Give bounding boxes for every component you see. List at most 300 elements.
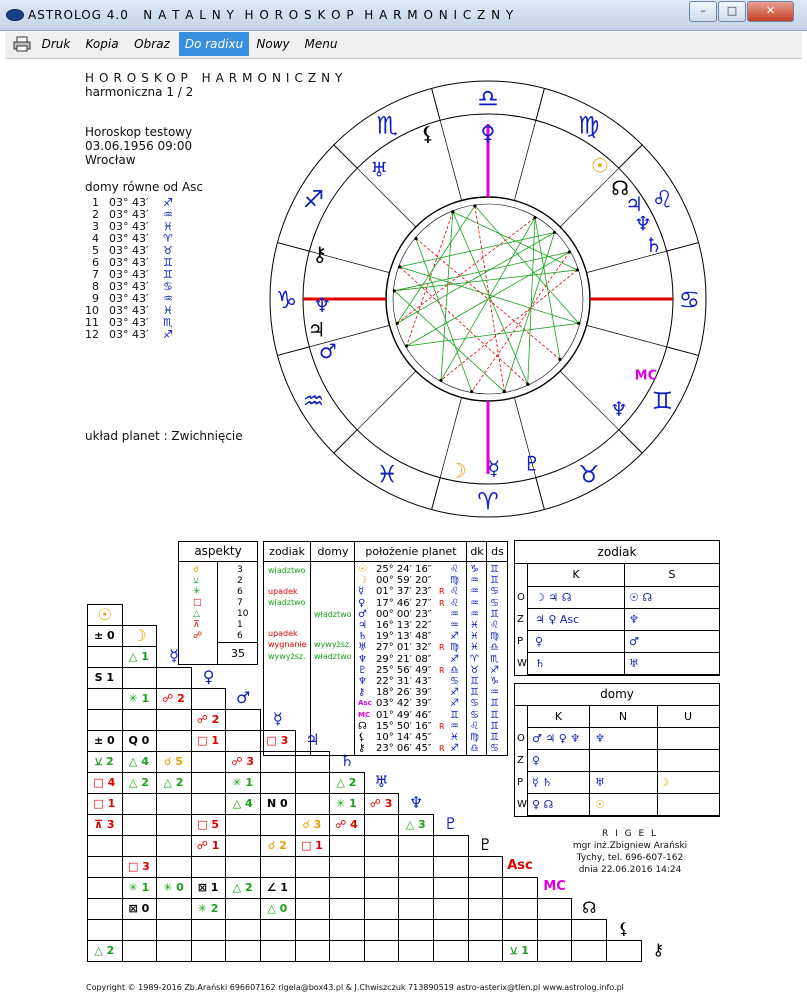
grid-cell (606, 940, 642, 962)
aspect-summary-row (179, 598, 257, 609)
grid-cell (571, 919, 607, 941)
position-planet: ♅ (358, 642, 367, 654)
zodiac-row-k: ♄ (535, 657, 545, 670)
zodiac-divider (432, 88, 441, 120)
position-sign: ♒ (450, 608, 459, 620)
position-degree: 16° 13′ 22″ (376, 620, 432, 631)
planet-glyph: ☉ (591, 153, 609, 178)
position-degree: 17° 46′ 27″ (376, 597, 432, 609)
house-row-label: Z (517, 755, 524, 766)
grid-cell (468, 919, 504, 941)
aspect-cell: ☌ 2 (267, 839, 287, 852)
position-degree: 27° 01′ 32″ (376, 642, 432, 654)
decan-sign: ♒ (470, 597, 479, 609)
house-row-n: ♆ (595, 732, 605, 745)
aspect-cell: ✳ 1 (128, 881, 150, 894)
maximize-button[interactable]: □ (718, 1, 746, 22)
decan-sign: ♈ (470, 653, 479, 665)
position-planet: ♄ (358, 631, 367, 643)
aspect-cell: □ 3 (127, 860, 150, 873)
copyright: Copyright © 1989-2016 Zb.Arański 696607162 rigela@box43.pl & J.Chwiszczuk 713890519 astro-asterix@tlen.pl www.astrolog.info.pl (86, 983, 624, 992)
house-row-line (528, 793, 719, 794)
grid-cell (537, 898, 573, 920)
aspect-count: 6 (237, 587, 243, 597)
credits-title: R I G E L (601, 829, 659, 839)
house-number: 8 (92, 280, 99, 293)
zodiac-divider (432, 478, 441, 510)
house-row-k: ♀ (532, 754, 541, 767)
house-row-divider2 (657, 750, 658, 771)
aspect-summary-row (179, 587, 257, 598)
grid-cell (295, 856, 331, 878)
decan-sub-sign: ♋ (490, 743, 499, 755)
aspect-line (397, 218, 535, 324)
house-cusp-line (440, 120, 461, 200)
grid-cell (502, 898, 538, 920)
printer-icon[interactable] (11, 32, 33, 56)
grid-cell (156, 667, 192, 689)
aspect-cell: ⚺ 2 (94, 755, 114, 768)
planet-point (526, 383, 529, 386)
grid-cell (329, 856, 365, 878)
house-number: 2 (92, 208, 99, 221)
planet-glyph: ☊ (611, 176, 630, 201)
grid-diagonal-planet: MC (543, 879, 566, 894)
house-cusp-line (560, 168, 619, 227)
decan-sub-sign: ♎ (490, 642, 499, 654)
decan-sub-sign: ♊ (490, 709, 499, 721)
grid-cell (398, 940, 434, 962)
grid-cell (260, 919, 296, 941)
grid-diagonal-planet: ♂ (236, 688, 251, 707)
grid-cell (468, 856, 504, 878)
decan-sub-sign: ♋ (490, 597, 499, 609)
grid-cell (156, 919, 192, 941)
house-number: 12 (85, 328, 99, 341)
grid-cell (364, 919, 400, 941)
grid-cell (329, 898, 365, 920)
position-degree: 01° 49′ 46″ (376, 709, 432, 721)
position-degree: 00° 59′ 20″ (376, 575, 432, 587)
decan-sign: ♋ (470, 709, 479, 721)
aspects-divider (217, 562, 218, 642)
zodiac-row-divider (624, 587, 625, 608)
grid-cell (156, 793, 192, 815)
position-planet: ♂ (358, 608, 367, 620)
grid-diagonal-planet: Asc (507, 858, 533, 873)
zodiac-row-label: O (517, 592, 525, 603)
aspect-cell: ✳ 0 (163, 881, 184, 894)
grid-cell (329, 877, 365, 899)
planet-point (553, 231, 556, 234)
grid-cell (364, 898, 400, 920)
decan-sign: ♋ (470, 698, 479, 710)
house-degree: 03° 43′ (109, 208, 149, 221)
chart-title: HOROSKOP HARMONICZNY (85, 71, 348, 85)
zodiac-sign-glyph: ♌ (651, 185, 674, 214)
zodiac-row-k: ☽ ♃ ☊ (535, 591, 572, 604)
planet-point (439, 379, 442, 382)
grid-cell (87, 856, 123, 878)
table-header: dk (466, 542, 487, 562)
decan-sub-sign: ♌ (490, 620, 499, 631)
menu-do-radixu[interactable]: Do radixu (179, 32, 249, 56)
aspect-cell: △ 2 (128, 776, 149, 789)
decan-sign: ♒ (470, 575, 479, 587)
house-row-label: W (517, 799, 527, 810)
aspect-cell: ⚺ 1 (510, 944, 529, 957)
zodiac-row-s: ♂ (629, 635, 639, 648)
table-col-divider (486, 561, 487, 755)
grid-cell (364, 835, 400, 857)
planet-glyph: ♂ (318, 339, 337, 364)
aspect-cell: ✳ 1 (232, 776, 254, 789)
aspect-cell: ± 0 (93, 734, 115, 747)
credits-phone: Tychy, tel. 696-607-162 (576, 853, 684, 863)
grid-cell (295, 793, 331, 815)
planet-point (558, 358, 561, 361)
grid-cell (433, 919, 469, 941)
grid-cell (433, 835, 469, 857)
aspect-cell: ⊠ 0 (128, 902, 150, 915)
position-planet: ⚷ (358, 743, 366, 755)
position-sign: ♌ (450, 586, 459, 598)
aspect-glyph: ✳ (193, 587, 201, 597)
house-row-n: ☉ (595, 798, 605, 811)
aspects-header: aspekty (179, 542, 257, 562)
planet-glyph: ♆ (634, 211, 653, 236)
grid-cell (122, 709, 158, 731)
planet-point (451, 210, 454, 213)
planet-point (398, 265, 401, 268)
person-name: Horoskop testowy (85, 125, 193, 139)
aspect-cell: ☌ 5 (164, 755, 183, 768)
zodiac-note: wywyższ. (268, 652, 306, 661)
close-button[interactable]: ✕ (747, 1, 794, 22)
menu-druk[interactable]: Druk (41, 37, 71, 51)
zodiac-sign-glyph: ♓ (376, 460, 399, 489)
position-sign: ♒ (450, 720, 459, 732)
position-planet: ♀ (358, 597, 366, 609)
grid-cell (87, 646, 123, 668)
grid-cell (398, 856, 434, 878)
decan-sign: ♑ (470, 564, 479, 575)
zodiac-row-s: ♆ (629, 613, 639, 626)
grid-diagonal-planet: ⚸ (617, 919, 630, 938)
title-bar (0, 0, 807, 31)
grid-cell (191, 793, 227, 815)
grid-cell (191, 688, 227, 710)
grid-cell (502, 919, 538, 941)
grid-cell (295, 898, 331, 920)
grid-diagonal-planet: ☿ (272, 709, 283, 728)
position-planet: ☽ (358, 575, 367, 587)
grid-diagonal-planet: ♇ (443, 814, 458, 833)
grid-cell (295, 877, 331, 899)
birth-place: Wrocław (85, 153, 136, 167)
grid-cell (191, 940, 227, 962)
planet-positions-table (263, 541, 508, 756)
house-row-divider2 (657, 728, 658, 749)
grid-cell (225, 730, 261, 752)
aspect-summary-row (179, 620, 257, 631)
grid-cell (225, 709, 261, 731)
house-row-n: ♅ (595, 776, 605, 789)
house-degree: 03° 43′ (109, 292, 149, 305)
grid-cell (398, 877, 434, 899)
house-row-divider1 (589, 794, 590, 815)
position-degree: 25° 24′ 16″ (376, 564, 432, 575)
decan-sub-sign: ♑ (490, 676, 499, 687)
zodiac-sign-glyph: ♏ (376, 111, 399, 140)
planet-point (470, 390, 473, 393)
planet-glyph: ⚷ (312, 241, 328, 266)
house-box-header: domy (515, 684, 719, 706)
house-degree: 03° 43′ (109, 244, 149, 257)
zodiac-row-divider (624, 631, 625, 652)
grid-cell (156, 835, 192, 857)
house-col-u: U (657, 706, 719, 728)
retrograde-flag: R (439, 665, 445, 675)
menu-kopia[interactable]: Kopia (85, 37, 119, 51)
grid-cell (537, 940, 573, 962)
table-header: położenie planet (354, 542, 467, 562)
planet-glyph: ♆ (609, 396, 628, 421)
house-degree: 03° 43′ (109, 304, 149, 317)
position-degree: 15° 50′ 16″ (376, 720, 432, 732)
planet-glyph: ♅ (370, 157, 389, 182)
aspect-line (407, 323, 579, 346)
house-row-divider2 (657, 772, 658, 793)
decan-sub-sign: ♒ (490, 687, 499, 699)
menu-nowy[interactable]: Nowy (256, 37, 290, 51)
position-sign: ♌ (450, 597, 459, 609)
position-sign: ♎ (450, 664, 459, 676)
aspect-glyph: ⚺ (193, 576, 199, 586)
decan-sub-sign: ♏ (490, 653, 499, 665)
grid-cell (468, 940, 504, 962)
grid-cell (295, 940, 331, 962)
planet-glyph: ♄ (644, 233, 663, 258)
planet-glyph: MC (634, 368, 658, 384)
house-degree: 03° 43′ (109, 232, 149, 245)
house-degree: 03° 43′ (109, 280, 149, 293)
zodiac-divider (277, 347, 309, 356)
aspect-count: 2 (237, 576, 243, 586)
planet-glyph: ♃ (625, 192, 644, 217)
grid-diagonal-planet: ♇ (478, 835, 493, 854)
zodiac-divider (619, 430, 642, 453)
aspect-glyph: ☌ (193, 565, 200, 575)
house-number: 3 (92, 220, 99, 233)
grid-cell (468, 898, 504, 920)
grid-cell (260, 772, 296, 794)
zodiac-sign-glyph: ♈ (477, 487, 499, 516)
grid-cell (225, 919, 261, 941)
aspect-cell: △ 2 (163, 776, 184, 789)
grid-cell (537, 919, 573, 941)
house-row-divider2 (657, 794, 658, 815)
house-row-divider1 (589, 750, 590, 771)
zodiac-row-divider (624, 653, 625, 674)
zodiac-row-s: ☉ ☊ (629, 591, 653, 604)
position-sign: ♋ (450, 676, 459, 687)
grid-cell (191, 856, 227, 878)
aspect-cell: ⊠ 1 (197, 881, 219, 894)
house-cusp-line (357, 371, 416, 430)
decan-sign: ♓ (470, 642, 479, 654)
aspects-rows (179, 562, 257, 642)
zodiac-note: upadek (268, 629, 298, 638)
aspect-cell: △ 0 (267, 902, 288, 915)
grid-cell (364, 877, 400, 899)
house-degree: 03° 43′ (109, 328, 149, 341)
aspect-cell: ± 0 (93, 629, 115, 642)
zodiac-sign-glyph: ♍ (577, 111, 600, 140)
house-sign: ♐ (163, 328, 173, 341)
house-number: 9 (92, 292, 99, 305)
aspect-line (407, 212, 453, 346)
grid-cell (260, 940, 296, 962)
house-row-divider1 (589, 728, 590, 749)
house-number: 4 (92, 232, 99, 245)
grid-cell (191, 772, 227, 794)
grid-cell (122, 919, 158, 941)
house-number: 1 (92, 196, 99, 209)
aspect-line (407, 252, 570, 346)
grid-cell (433, 898, 469, 920)
zodiac-sign-glyph: ♋ (678, 286, 701, 314)
credits-author: mgr inż.Zbigniew Arański (572, 841, 688, 851)
menu-menu[interactable]: Menu (304, 37, 338, 51)
grid-cell (295, 772, 331, 794)
house-sign: ♒ (163, 208, 173, 221)
decan-sign: ♉ (470, 664, 479, 676)
planet-glyph: ⚸ (420, 121, 436, 146)
house-row-line (528, 815, 719, 816)
position-sign: ♍ (450, 575, 459, 587)
aspect-cell: ☍ 4 (335, 818, 358, 831)
table-header: ds (486, 542, 508, 562)
grid-cell (364, 940, 400, 962)
house-dignity-box (514, 683, 720, 817)
zodiac-col-s: S (625, 564, 719, 587)
grid-cell (156, 709, 192, 731)
grid-cell (364, 856, 400, 878)
decan-sign: ♎ (470, 743, 479, 755)
minimize-button[interactable]: – (689, 1, 717, 22)
house-sign: ♉ (163, 244, 173, 257)
aspect-cell: □ 1 (300, 839, 323, 852)
grid-cell (87, 919, 123, 941)
position-degree: 25° 56′ 49″ (376, 664, 432, 676)
grid-cell (87, 709, 123, 731)
decan-sign: ♍ (470, 732, 479, 743)
position-planet: ☿ (358, 586, 365, 598)
grid-cell (329, 835, 365, 857)
decan-sub-sign: ♊ (490, 698, 499, 710)
grid-cell (260, 814, 296, 836)
grid-cell (260, 856, 296, 878)
aspect-glyph: ⊼ (193, 620, 200, 630)
planet-point (533, 216, 536, 219)
aspect-cell: ⊼ 3 (94, 818, 115, 831)
aspect-count: 7 (237, 598, 243, 608)
position-sign: ♐ (450, 743, 459, 755)
grid-cell (398, 898, 434, 920)
decan-sign: ♒ (470, 608, 479, 620)
planet-point (414, 237, 417, 240)
position-sign: ♌ (450, 564, 459, 575)
zodiac-sign-glyph: ♐ (302, 185, 325, 214)
grid-cell (87, 898, 123, 920)
house-note: władztwo (314, 652, 352, 661)
house-note: władztwo (314, 610, 352, 619)
house-row-label: O (517, 733, 525, 744)
grid-diagonal-planet: ♆ (409, 793, 424, 812)
aspect-line (504, 233, 554, 392)
grid-cell (122, 667, 158, 689)
zodiac-sign-glyph: ♉ (577, 460, 600, 489)
zodiac-divider (619, 145, 642, 168)
zodiac-dignity-box (514, 540, 720, 676)
house-row-k: ♀ ☊ (532, 798, 554, 811)
retrograde-flag: R (439, 721, 445, 731)
grid-diagonal-planet: ♅ (374, 772, 389, 791)
grid-cell (191, 751, 227, 773)
position-degree: 18° 26′ 39″ (376, 687, 432, 699)
grid-cell (225, 940, 261, 962)
position-sign: ♐ (450, 653, 459, 665)
house-row-line (528, 749, 719, 750)
aspect-cell: S 1 (94, 671, 114, 684)
position-degree: 19° 13′ 48″ (376, 631, 432, 643)
grid-cell (87, 688, 123, 710)
grid-cell (156, 940, 192, 962)
house-degree: 03° 43′ (109, 220, 149, 233)
grid-cell (433, 877, 469, 899)
aspect-cell: ∠ 1 (266, 881, 288, 894)
planet-glyph: ☽ (448, 458, 467, 483)
decan-sign: ♓ (470, 620, 479, 631)
menu-obraz[interactable]: Obraz (134, 37, 170, 51)
planet-point (576, 268, 579, 271)
aspect-summary-row (179, 565, 257, 576)
zodiac-row-label: Z (517, 614, 524, 625)
aspect-cell: ☍ 2 (162, 692, 185, 705)
aspect-cell: N 0 (266, 797, 288, 810)
house-sign: ♐ (163, 196, 173, 209)
position-degree: 00° 00′ 23″ (376, 608, 432, 620)
decan-sub-sign: ♊ (490, 608, 499, 620)
zodiac-divider (334, 145, 357, 168)
aspect-cell: □ 4 (93, 776, 116, 789)
position-degree: 23° 06′ 45″ (376, 743, 432, 755)
decan-sign: ♊ (470, 687, 479, 699)
grid-cell (433, 856, 469, 878)
house-number: 5 (92, 244, 99, 257)
house-sign: ♒ (163, 292, 173, 305)
aspect-glyph: □ (193, 598, 202, 608)
position-degree: 01° 37′ 23″ (376, 586, 432, 598)
grid-diagonal-planet: ♀ (202, 667, 215, 686)
zodiac-row-label: P (517, 636, 524, 647)
grid-cell (87, 835, 123, 857)
menu-bar (5, 32, 802, 59)
decan-sub-sign: ♊ (490, 564, 499, 575)
house-degree: 03° 43′ (109, 268, 149, 281)
position-planet: ☉ (358, 564, 367, 575)
